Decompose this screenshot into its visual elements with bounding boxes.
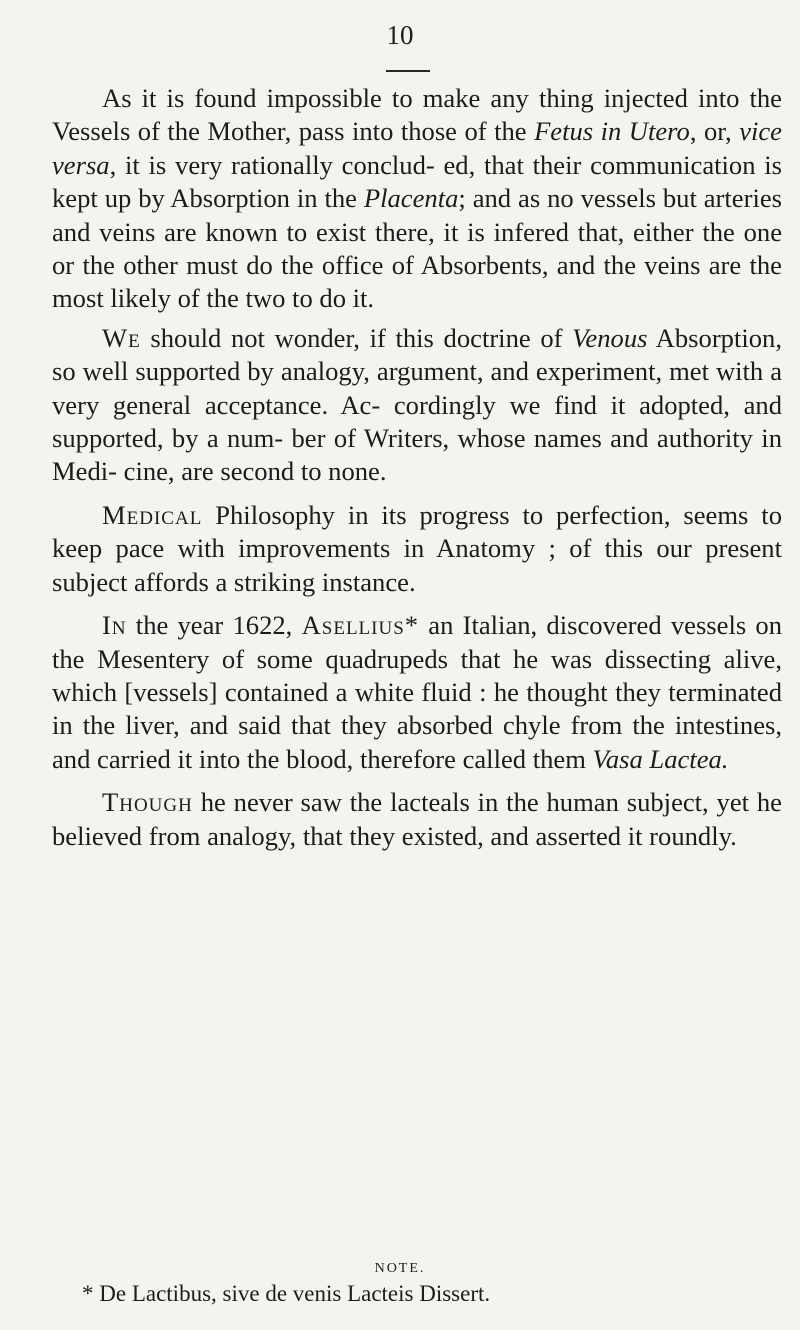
paragraph-2-text-2: Absorption, so well supported by analogy, argument, and experiment, met with a very general acceptance. Ac- cordingly we find it adopted, and supported, by a num- ber of Writers, whose names and authority in Medi- cine, are second to none. — [52, 322, 782, 487]
paragraph-1-text-1: As it is found impossible to make any thing injected into the Vessels of the Mother, pass into those of the — [52, 83, 782, 147]
paragraph-1-text-2: , or, — [689, 116, 740, 147]
paragraph-2 — [52, 322, 782, 489]
paragraph-1 — [52, 82, 782, 316]
footnote: * De Lactibus, sive de venis Lacteis Dissert. — [82, 1281, 491, 1306]
paragraph-1-italic-placenta: Placenta — [363, 183, 459, 214]
paragraph-4-text-1: the year 1622, — [126, 610, 302, 641]
paragraph-1-text-4: ; and as no vessels but arteries and veins are known to exist there, it is infered that, either the one or the other must do the office of Absorbents, and the veins are the most likely of the two to do it. — [52, 183, 782, 314]
paragraph-5 — [52, 786, 782, 853]
paragraph-5-text-1: he never saw the lacteals in the human subject, yet he believed from analogy, that they existed, and asserted it roundly. — [52, 787, 782, 851]
paragraph-4-italic-vasa-lactea: Vasa Lactea. — [592, 743, 729, 774]
page-number: 10 — [386, 20, 414, 50]
paragraph-2-lead: We — [102, 322, 141, 353]
paragraph-4 — [52, 609, 782, 776]
paragraph-2-text-1: should not wonder, if this doctrine of — [140, 322, 573, 353]
note-heading: NOTE. — [374, 1261, 426, 1276]
paragraph-1-text-3: , it is very rationally conclud- ed, that their communication is kept up by Absorption in the — [52, 149, 782, 214]
paragraph-2-italic-venous: Venous — [572, 322, 648, 353]
paragraph-3 — [52, 499, 782, 599]
header-rule — [386, 70, 430, 72]
paragraph-3-text-1: Philosophy in its progress to perfection, seems to keep pace with improvements in Anatomy ; of this our present subject affords a striking instance. — [52, 499, 782, 597]
paragraph-3-lead: Medical — [102, 499, 203, 530]
paragraph-1-italic-fetus: Fetus in Utero — [534, 116, 690, 147]
paragraph-5-lead: Though — [102, 787, 193, 818]
paragraph-1-italic-vice-versa: vice versa — [52, 116, 782, 180]
paragraph-4-lead: In — [102, 610, 127, 641]
paragraph-4-text-2: an Italian, discovered vessels on the Mesentery of some quadrupeds that he was dissecting alive, which [vessels] contained a white fluid : he thought they terminated in the liver, and said that they absorbed chyle from the intestines, and carried it into the blood, therefore called them — [52, 610, 782, 774]
paragraph-4-asellius: Asellius* — [301, 610, 420, 641]
body-text — [52, 82, 782, 863]
